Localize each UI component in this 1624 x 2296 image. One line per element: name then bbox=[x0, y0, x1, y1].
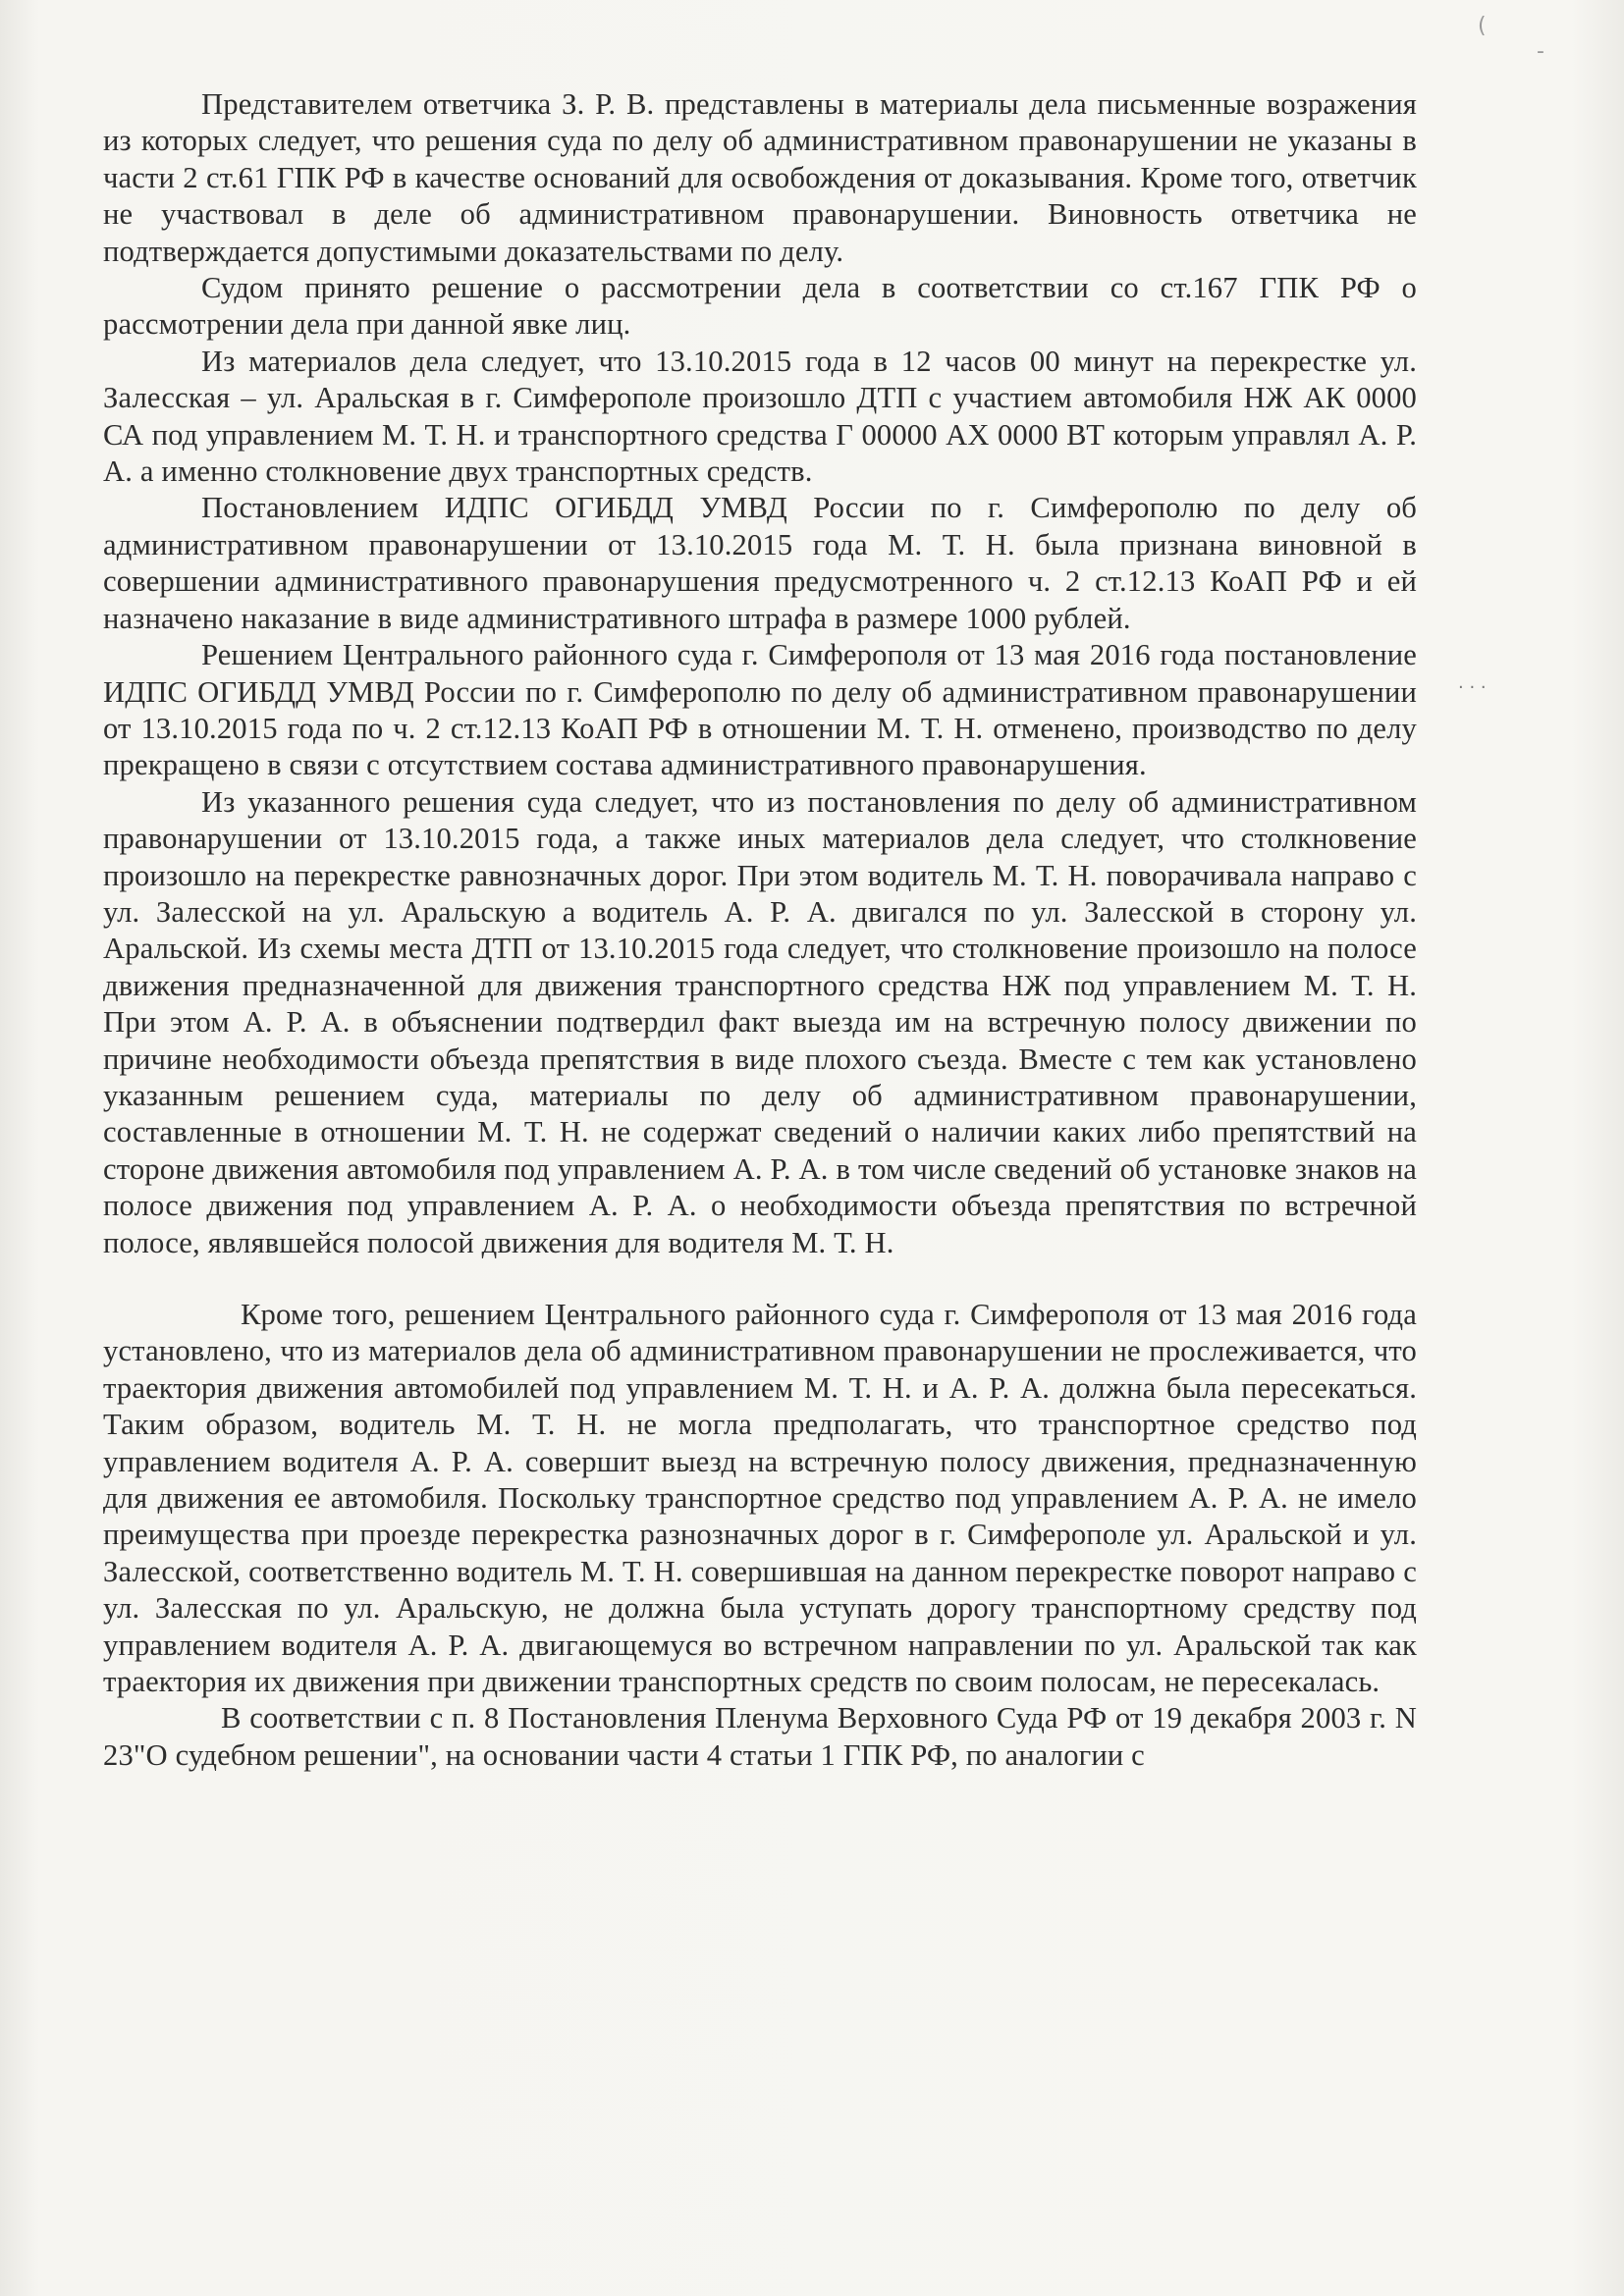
paragraph-plenum-reference: В соответствии с п. 8 Постановления Пленума Верховного Суда РФ от 19 декабря 2003 г. N 23"О судебном решении", на основании части 4 статьи 1 ГПК РФ, по аналогии с bbox=[103, 1701, 1417, 1772]
scan-speck: · · · bbox=[1458, 677, 1487, 698]
paragraph-case-materials: Из материалов дела следует, что 13.10.2015 года в 12 часов 00 минут на перекрестке ул. Залесская – ул. Аральская в г. Симферополе произошло ДТП с участием автомобиля НЖ АК 0000 СА под управлением М. Т. Н. и транспортного средства Г 00000 АХ 0000 ВТ которым управлял А. Р. А. а именно столкновение двух транспортных средств. bbox=[103, 344, 1417, 489]
paragraph-ruling-findings: Из указанного решения суда следует, что из постановления по делу об административном правонарушении от 13.10.2015 года, а также иных материалов дела следует, что столкновение произошло на перекрестке равнозначных дорог. При этом водитель М. Т. Н. поворачивала направо с ул. Залесской на ул. Аральскую а водитель А. Р. А. двигался по ул. Залесской в сторону ул. Аральской. Из схемы места ДТП от 13.10.2015 года следует, что столкновение произошло на полосе движения предназначенной для движения транспортного средства НЖ под управлением М. Т. Н. При этом А. Р. А. в объяснении подтвердил факт выезда им на встречную полосу движении по причине необходимости объезда препятствия в виде плохого съезда. Вместе с тем как установлено указанным решением суда, материалы по делу об административном правонарушении, составленные в отношении М. Т. Н. не содержат сведений о наличии каких либо препятствий на стороне движения автомобиля под управлением А. Р. А. в том числе сведений об установке знаков на полосе движения под управлением А. Р. А. о необходимости объезда препятствия по встречной полосе, являвшейся полосой движения для водителя М. Т. Н. bbox=[103, 784, 1417, 1259]
paragraph-resolution: Постановлением ИДПС ОГИБДД УМВД России по г. Симферополю по делу об административном правонарушении от 13.10.2015 года М. Т. Н. была признана виновной в совершении административного правонарушения предусмотренного ч. 2 ст.12.13 КоАП РФ и ей назначено наказание в виде административного штрафа в размере 1000 рублей. bbox=[103, 491, 1417, 635]
document-body bbox=[103, 86, 1417, 1774]
scan-speck: - bbox=[1537, 39, 1544, 64]
paragraph-trajectory: Кроме того, решением Центрального районного суда г. Симферополя от 13 мая 2016 года установлено, что из материалов дела об административном правонарушении не прослеживается, что траектория движения автомобилей под управлением М. Т. Н. и А. Р. А. должна была пересекаться. Таким образом, водитель М. Т. Н. не могла предполагать, что транспортное средство под управлением водителя А. Р. А. совершит выезд на встречную полосу движения, предназначенную для движения ее автомобиля. Поскольку транспортное средство под управлением А. Р. А. не имело преимущества при проезде перекрестка разнозначных дорог в г. Симферополе ул. Аральской и ул. Залесской, соответственно водитель М. Т. Н. совершившая на данном перекрестке поворот направо с ул. Залесская по ул. Аральскую, не должна была уступать дорогу транспортному средству под управлением водителя А. Р. А. двигающемуся во встречном направлении по ул. Аральской так как траектория их движения при движении транспортных средств по своим полосам, не пересекалась. bbox=[103, 1298, 1417, 1699]
scan-speck: ( bbox=[1478, 14, 1487, 38]
paragraph-district-court-ruling: Решением Центрального районного суда г. Симферополя от 13 мая 2016 года постановление ИДПС ОГИБДД УМВД России по г. Симферополю по делу об административном правонарушении от 13.10.2015 года по ч. 2 ст.12.13 КоАП РФ в отношении М. Т. Н. отменено, производство по делу прекращено в связи с отсутствием состава административного правонарушения. bbox=[103, 638, 1417, 782]
paragraph-court-decision: Судом принято решение о рассмотрении дела в соответствии со ст.167 ГПК РФ о рассмотрении дела при данной явке лиц. bbox=[103, 271, 1417, 342]
paragraph-objections: Представителем ответчика З. Р. В. представлены в материалы дела письменные возражения из которых следует, что решения суда по делу об административном правонарушении не указаны в части 2 ст.61 ГПК РФ в качестве оснований для освобождения от доказывания. Кроме того, ответчик не участвовал в деле об административном правонарушении. Виновность ответчика не подтверждается допустимыми доказательствами по делу. bbox=[103, 87, 1417, 268]
